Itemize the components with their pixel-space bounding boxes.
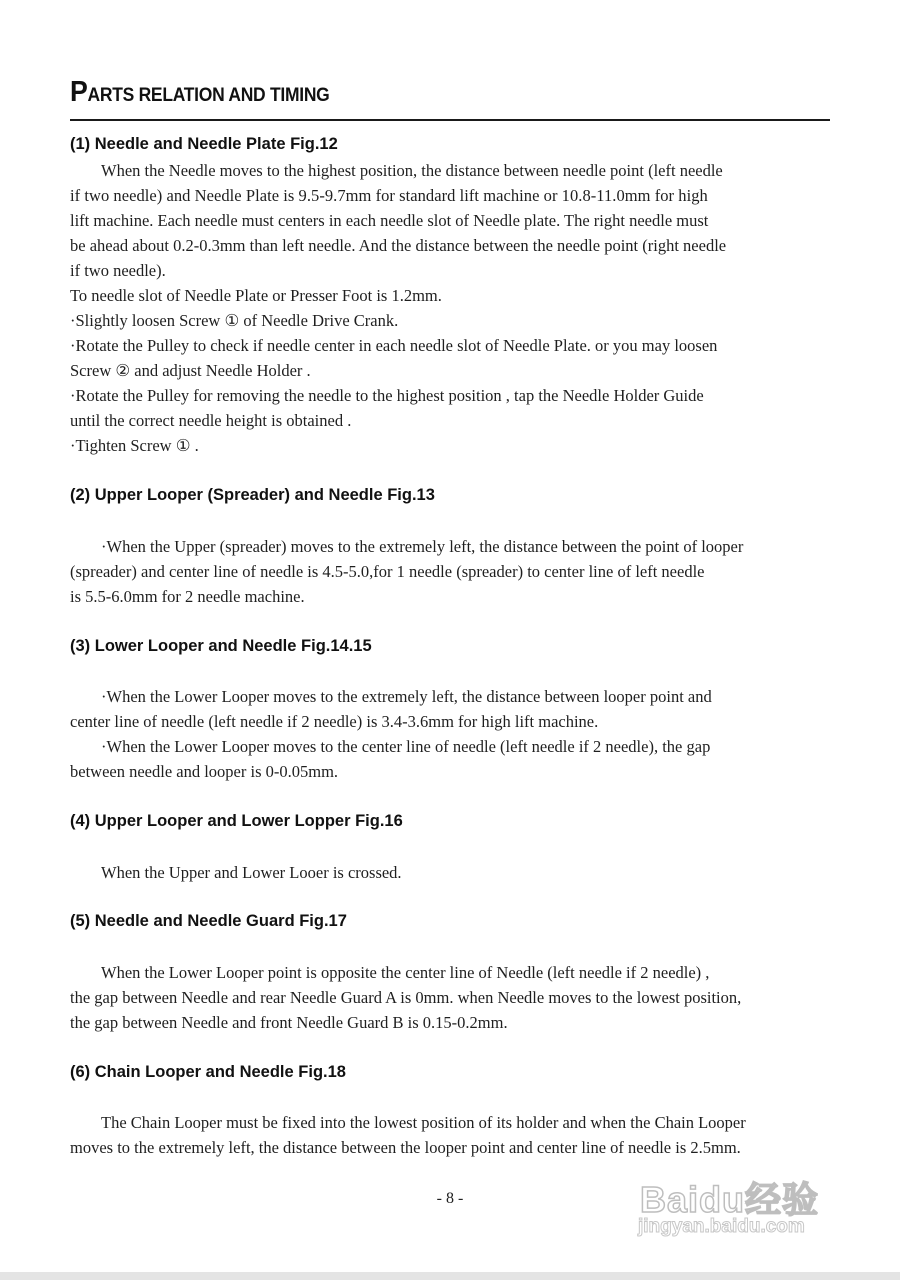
section-5-line-2: the gap between Needle and rear Needle Guard A is 0mm. when Needle moves to the lowest position,	[70, 988, 742, 1007]
section-1-line-4: be ahead about 0.2-0.3mm than left needle. And the distance between the needle point (right needle	[70, 236, 727, 255]
section-1-line-8: ·Rotate the Pulley to check if needle center in each needle slot of Needle Plate. or you may loosen	[70, 336, 718, 355]
page-title-initial: P	[70, 76, 88, 108]
watermark-url: jingyan.baidu.com	[638, 1216, 805, 1237]
section-1-heading: (1) Needle and Needle Plate Fig.12	[70, 135, 338, 153]
page-title-rest: ARTS RELATION AND TIMING	[87, 85, 330, 106]
section-6-heading: (6) Chain Looper and Needle Fig.18	[70, 1063, 346, 1081]
section-2-heading: (2) Upper Looper (Spreader) and Needle Fig.13	[70, 486, 435, 504]
section-3-heading: (3) Lower Looper and Needle Fig.14.15	[70, 637, 372, 655]
title-underline	[70, 119, 830, 121]
section-1-line-9: Screw ② and adjust Needle Holder .	[70, 361, 311, 380]
section-5-line-1: When the Lower Looper point is opposite the center line of Needle (left needle if 2 needle) ,	[101, 963, 710, 982]
section-1-line-5: if two needle).	[70, 261, 166, 280]
section-5-line-3: the gap between Needle and front Needle Guard B is 0.15-0.2mm.	[70, 1013, 508, 1032]
section-6-line-2: moves to the extremely left, the distance between the looper point and center line of needle is 2.5mm.	[70, 1138, 741, 1157]
section-3-line-2: center line of needle (left needle if 2 needle) is 3.4-3.6mm for high lift machine.	[70, 712, 599, 731]
page-bottom-edge	[0, 1272, 900, 1280]
watermark-logo-text: Baidu经验	[640, 1179, 820, 1220]
section-1-line-6: To needle slot of Needle Plate or Presser Foot is 1.2mm.	[70, 286, 442, 305]
baidu-watermark	[636, 1168, 856, 1248]
section-1-line-2: if two needle) and Needle Plate is 9.5-9.7mm for standard lift machine or 10.8-11.0mm for high	[70, 186, 708, 205]
section-3-line-4: between needle and looper is 0-0.05mm.	[70, 762, 339, 781]
section-3-line-1: ·When the Lower Looper moves to the extremely left, the distance between looper point and	[101, 687, 712, 706]
section-1-line-1: When the Needle moves to the highest position, the distance between needle point (left needle	[101, 161, 723, 180]
section-3-line-3: ·When the Lower Looper moves to the center line of needle (left needle if 2 needle), the gap	[101, 737, 711, 756]
section-2-line-2: (spreader) and center line of needle is 4.5-5.0,for 1 needle (spreader) to center line of left needle	[70, 562, 705, 581]
section-1-line-7: ·Slightly loosen Screw ① of Needle Drive Crank.	[70, 311, 399, 330]
section-1-line-12: ·Tighten Screw ① .	[70, 436, 199, 455]
section-4-heading: (4) Upper Looper and Lower Lopper Fig.16	[70, 812, 403, 830]
section-6-line-1: The Chain Looper must be fixed into the lowest position of its holder and when the Chain Looper	[101, 1113, 746, 1132]
section-4-line-1: When the Upper and Lower Looer is crossed.	[101, 863, 402, 882]
page-number: - 8 -	[436, 1190, 464, 1207]
section-2-line-3: is 5.5-6.0mm for 2 needle machine.	[70, 587, 305, 606]
section-1-line-3: lift machine. Each needle must centers in each needle slot of Needle plate. The right needle must	[70, 211, 709, 230]
section-1-line-11: until the correct needle height is obtained .	[70, 411, 352, 430]
page-title	[70, 78, 769, 113]
section-1-line-10: ·Rotate the Pulley for removing the needle to the highest position , tap the Needle Holder Guide	[70, 386, 704, 405]
section-5-heading: (5) Needle and Needle Guard Fig.17	[70, 912, 347, 930]
section-2-line-1: ·When the Upper (spreader) moves to the extremely left, the distance between the point of looper	[101, 537, 744, 556]
